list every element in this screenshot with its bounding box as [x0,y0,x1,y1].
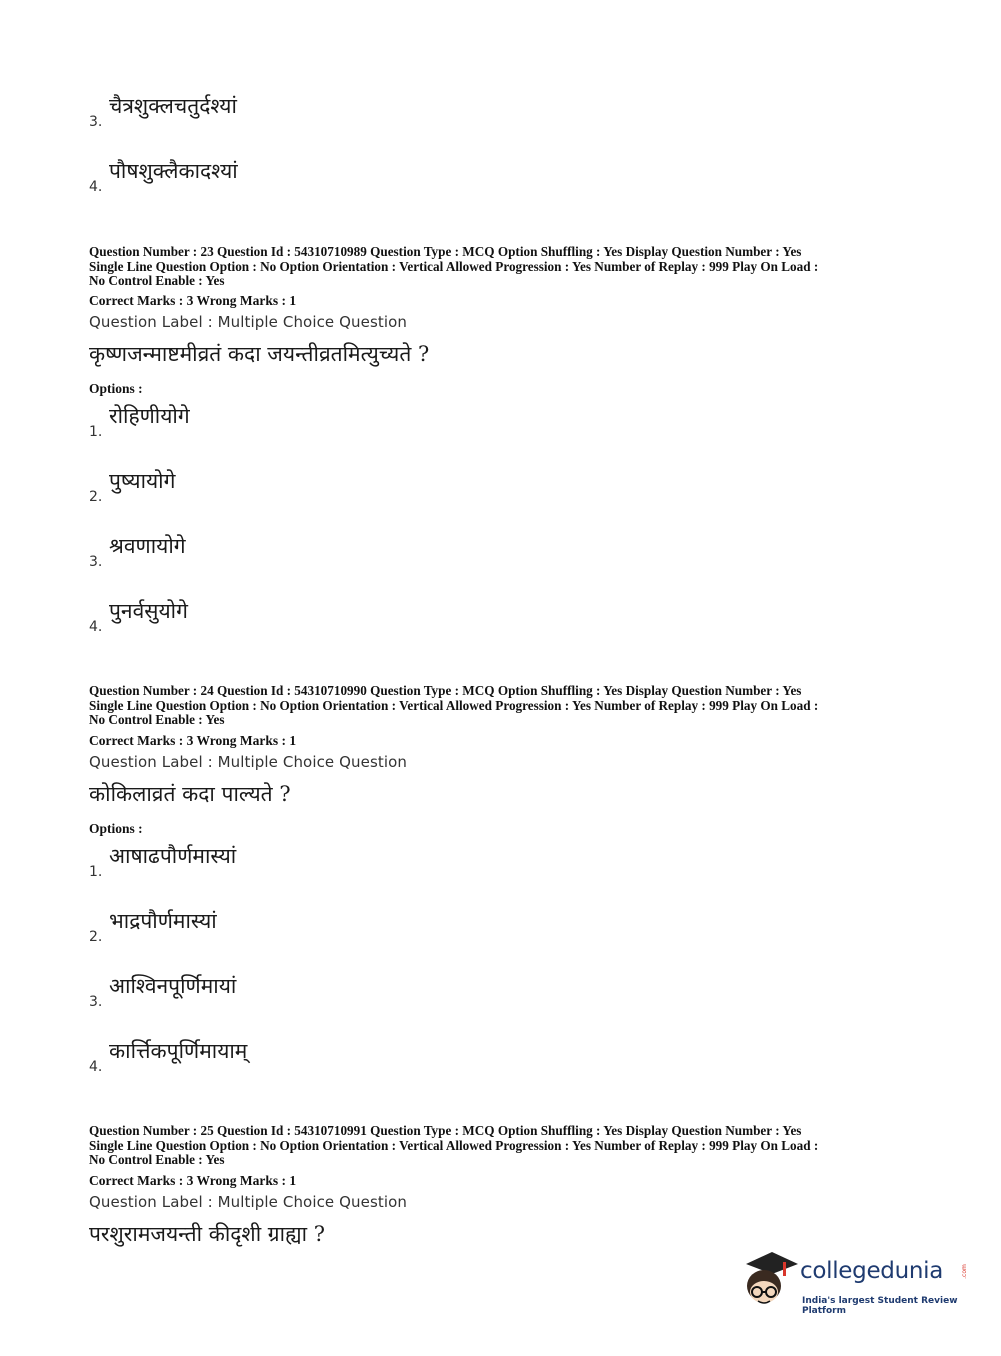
meta-line: Single Line Question Option : No Option Orientation : Vertical Allowed Progression : Yes Number of Replay : 999 Play On Load : [89,258,819,274]
option-number: 2. [89,489,103,505]
option-text: पुनर्वसुयोगे [109,599,188,623]
option-text: भाद्रपौर्णमास्यां [109,909,217,933]
option-number: 3. [89,994,103,1010]
question-23-options-heading: Options : [89,381,143,396]
logo-tld: .com [960,1264,968,1279]
option-number: 1. [89,864,103,880]
option-number: 2. [89,929,103,945]
question-25-marks: Correct Marks : 3 Wrong Marks : 1 [89,1173,297,1188]
option-text: श्रवणायोगे [109,534,186,558]
question-23-meta [89,245,919,289]
option-number: 3. [89,114,103,130]
meta-line: No Control Enable : Yes [89,273,225,289]
question-24-meta [89,684,919,728]
meta-line: Question Number : 24 Question Id : 54310710990 Question Type : MCQ Option Shuffling : Yes Display Question Number : Yes [89,683,802,698]
collegedunia-logo [742,1250,972,1316]
option-number: 1. [89,424,103,440]
meta-line: No Control Enable : Yes [89,1152,225,1168]
option-text: चैत्रशुक्लचतुर्दश्यां [109,94,237,118]
question-23-text: कृष्णजन्माष्टमीव्रतं कदा जयन्तीव्रतमित्युच्यते ? [89,342,430,366]
meta-line: No Control Enable : Yes [89,712,225,728]
meta-line: Single Line Question Option : No Option Orientation : Vertical Allowed Progression : Yes Number of Replay : 999 Play On Load : [89,697,819,713]
option-text: रोहिणीयोगे [109,404,190,428]
question-24-marks: Correct Marks : 3 Wrong Marks : 1 [89,733,297,748]
question-24-label: Question Label : Multiple Choice Question [89,753,408,771]
mascot-icon [742,1250,800,1312]
question-25-text: परशुरामजयन्ती कीदृशी ग्राह्या ? [89,1222,325,1246]
option-number: 4. [89,1059,103,1075]
option-number: 4. [89,179,103,195]
option-number: 3. [89,554,103,570]
question-24-options-heading: Options : [89,821,143,836]
question-24-text: कोकिलाव्रतं कदा पाल्यते ? [89,782,291,806]
logo-brand: collegedunia [800,1258,944,1284]
option-text: पौषशुक्लैकादश्यां [109,159,238,183]
option-text: आषाढपौर्णमास्यां [109,844,237,868]
option-text: पुष्यायोगे [109,469,176,493]
question-25-meta [89,1124,919,1168]
meta-line: Question Number : 23 Question Id : 54310710989 Question Type : MCQ Option Shuffling : Yes Display Question Number : Yes [89,244,802,259]
question-23-label: Question Label : Multiple Choice Question [89,313,408,331]
meta-line: Single Line Question Option : No Option Orientation : Vertical Allowed Progression : Yes Number of Replay : 999 Play On Load : [89,1137,819,1153]
logo-tagline: India's largest Student Review Platform [802,1296,958,1316]
meta-line: Question Number : 25 Question Id : 54310710991 Question Type : MCQ Option Shuffling : Yes Display Question Number : Yes [89,1123,802,1138]
option-number: 4. [89,619,103,635]
option-text: आश्विनपूर्णिमायां [109,974,237,998]
option-text: कार्त्तिकपूर्णिमायाम् [109,1039,248,1063]
question-23-marks: Correct Marks : 3 Wrong Marks : 1 [89,293,297,308]
question-25-label: Question Label : Multiple Choice Question [89,1193,408,1211]
